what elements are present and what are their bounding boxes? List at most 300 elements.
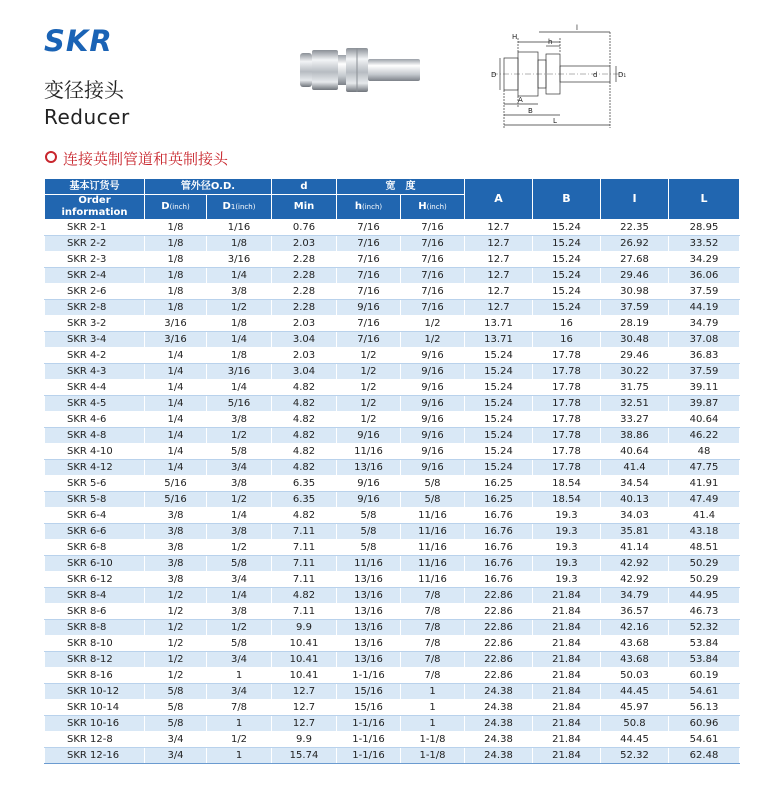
table-cell: 24.38 <box>465 732 533 748</box>
table-cell: 1-1/16 <box>337 668 401 684</box>
table-cell: 1/2 <box>207 732 272 748</box>
label-B: B <box>528 107 533 115</box>
table-cell: 1/2 <box>207 620 272 636</box>
table-cell: 11/16 <box>337 444 401 460</box>
table-cell: 9.9 <box>272 732 337 748</box>
table-cell: 3/4 <box>207 684 272 700</box>
table-cell: 24.38 <box>465 684 533 700</box>
table-cell: 3/4 <box>145 748 207 764</box>
table-cell: 4.82 <box>272 460 337 476</box>
table-row <box>45 748 740 764</box>
header-width-group: 宽 度 <box>337 179 465 195</box>
table-cell: 33.52 <box>669 236 740 252</box>
table-cell: 1-1/8 <box>401 732 465 748</box>
table-cell: 52.32 <box>669 620 740 636</box>
table-cell: 3/8 <box>145 540 207 556</box>
table-cell: 40.64 <box>601 444 669 460</box>
table-cell: 1-1/16 <box>337 748 401 764</box>
table-cell: 60.96 <box>669 716 740 732</box>
table-cell: 22.86 <box>465 588 533 604</box>
table-cell: 2.28 <box>272 252 337 268</box>
table-cell: 1-1/8 <box>401 748 465 764</box>
table-cell: 17.78 <box>533 380 601 396</box>
table-cell: 7/16 <box>401 284 465 300</box>
table-cell: 30.48 <box>601 332 669 348</box>
table-cell: 39.87 <box>669 396 740 412</box>
table-row <box>45 444 740 460</box>
header-H-big: H(inch) <box>401 195 465 220</box>
table-cell: 1 <box>401 700 465 716</box>
table-cell: 53.84 <box>669 636 740 652</box>
table-cell: 12.7 <box>465 220 533 236</box>
table-row <box>45 636 740 652</box>
table-cell: 1/2 <box>145 620 207 636</box>
table-cell: 50.29 <box>669 556 740 572</box>
table-cell: 13.71 <box>465 332 533 348</box>
table-cell: 12.7 <box>465 300 533 316</box>
table-cell: 62.48 <box>669 748 740 764</box>
table-cell: 1/4 <box>145 348 207 364</box>
table-cell: 3/4 <box>207 572 272 588</box>
table-cell: 2.28 <box>272 284 337 300</box>
table-cell: 17.78 <box>533 428 601 444</box>
table-cell: SKR 2-2 <box>45 236 145 252</box>
table-row <box>45 492 740 508</box>
table-cell: SKR 2-8 <box>45 300 145 316</box>
table-cell: 7/16 <box>401 268 465 284</box>
table-cell: 15.24 <box>533 236 601 252</box>
table-row <box>45 460 740 476</box>
table-cell: 21.84 <box>533 620 601 636</box>
table-cell: 40.13 <box>601 492 669 508</box>
table-cell: 34.54 <box>601 476 669 492</box>
table-row <box>45 220 740 236</box>
table-cell: 3/8 <box>207 604 272 620</box>
table-cell: 9/16 <box>401 428 465 444</box>
table-cell: 1/4 <box>207 508 272 524</box>
table-cell: 7.11 <box>272 524 337 540</box>
table-cell: 1/2 <box>145 604 207 620</box>
header-I: I <box>601 179 669 220</box>
table-cell: SKR 4-2 <box>45 348 145 364</box>
table-cell: 7.11 <box>272 540 337 556</box>
subtitle <box>45 148 228 169</box>
table-cell: 3.04 <box>272 364 337 380</box>
table-cell: SKR 2-6 <box>45 284 145 300</box>
table-row <box>45 652 740 668</box>
table-cell: 5/8 <box>207 444 272 460</box>
table-cell: 1/8 <box>207 316 272 332</box>
table-cell: 15.24 <box>465 444 533 460</box>
table-cell: 30.98 <box>601 284 669 300</box>
table-cell: 4.82 <box>272 508 337 524</box>
table-cell: 7/8 <box>401 620 465 636</box>
spec-table-body <box>45 220 740 764</box>
table-cell: 1 <box>401 684 465 700</box>
table-cell: 13/16 <box>337 652 401 668</box>
table-row <box>45 524 740 540</box>
table-cell: 9/16 <box>401 380 465 396</box>
table-cell: 1/2 <box>207 492 272 508</box>
table-cell: 15.24 <box>465 428 533 444</box>
table-cell: 7/16 <box>337 252 401 268</box>
table-cell: 46.73 <box>669 604 740 620</box>
table-row <box>45 364 740 380</box>
table-cell: 35.81 <box>601 524 669 540</box>
table-cell: 15.24 <box>465 396 533 412</box>
table-cell: 28.19 <box>601 316 669 332</box>
table-cell: 3/4 <box>207 652 272 668</box>
table-cell: 21.84 <box>533 748 601 764</box>
table-cell: SKR 12-16 <box>45 748 145 764</box>
table-cell: 12.7 <box>272 716 337 732</box>
table-cell: 22.35 <box>601 220 669 236</box>
table-cell: 5/16 <box>145 492 207 508</box>
table-cell: 7/16 <box>401 220 465 236</box>
table-cell: 1/8 <box>145 236 207 252</box>
table-cell: SKR 6-8 <box>45 540 145 556</box>
table-cell: 7/8 <box>401 604 465 620</box>
table-row <box>45 332 740 348</box>
table-cell: 22.86 <box>465 620 533 636</box>
table-cell: 33.27 <box>601 412 669 428</box>
table-row <box>45 508 740 524</box>
table-cell: 16 <box>533 316 601 332</box>
table-cell: SKR 6-4 <box>45 508 145 524</box>
table-cell: 1/8 <box>145 252 207 268</box>
table-cell: SKR 4-8 <box>45 428 145 444</box>
table-cell: 1/4 <box>207 588 272 604</box>
table-cell: 7/16 <box>401 236 465 252</box>
table-cell: 6.35 <box>272 476 337 492</box>
table-cell: 12.7 <box>465 284 533 300</box>
table-cell: 1/2 <box>207 428 272 444</box>
table-cell: 1/8 <box>145 220 207 236</box>
table-cell: 12.7 <box>465 268 533 284</box>
header-d: d <box>272 179 337 195</box>
table-cell: 3/8 <box>207 524 272 540</box>
table-cell: 46.22 <box>669 428 740 444</box>
circle-bullet-icon <box>45 151 57 163</box>
table-cell: SKR 3-2 <box>45 316 145 332</box>
table-cell: 1/2 <box>145 668 207 684</box>
table-cell: 4.82 <box>272 588 337 604</box>
table-cell: 17.78 <box>533 364 601 380</box>
table-cell: 4.82 <box>272 396 337 412</box>
table-cell: 30.22 <box>601 364 669 380</box>
table-cell: 11/16 <box>401 540 465 556</box>
table-cell: 9/16 <box>401 412 465 428</box>
table-cell: 10.41 <box>272 668 337 684</box>
table-cell: 0.76 <box>272 220 337 236</box>
table-cell: 3/4 <box>145 732 207 748</box>
header-D1: D1(inch) <box>207 195 272 220</box>
table-cell: 36.57 <box>601 604 669 620</box>
table-cell: 3/8 <box>207 412 272 428</box>
table-cell: 1/8 <box>207 236 272 252</box>
table-cell: 50.8 <box>601 716 669 732</box>
table-cell: 17.78 <box>533 460 601 476</box>
table-cell: 7/8 <box>401 652 465 668</box>
table-cell: 15.24 <box>533 268 601 284</box>
label-D1: D₁ <box>618 71 627 79</box>
table-cell: 1/4 <box>145 444 207 460</box>
header-od-group: 管外径O.D. <box>145 179 272 195</box>
table-cell: 15/16 <box>337 684 401 700</box>
table-cell: 28.95 <box>669 220 740 236</box>
table-cell: 1-1/16 <box>337 732 401 748</box>
table-cell: 10.41 <box>272 636 337 652</box>
subtitle-text: 连接英制管道和英制接头 <box>63 150 229 168</box>
table-cell: 31.75 <box>601 380 669 396</box>
table-cell: 27.68 <box>601 252 669 268</box>
table-row <box>45 348 740 364</box>
table-cell: 17.78 <box>533 412 601 428</box>
table-cell: 60.19 <box>669 668 740 684</box>
table-cell: 1-1/16 <box>337 716 401 732</box>
table-cell: SKR 5-6 <box>45 476 145 492</box>
table-cell: 16.25 <box>465 476 533 492</box>
table-cell: 34.03 <box>601 508 669 524</box>
table-cell: 44.45 <box>601 684 669 700</box>
table-cell: 32.51 <box>601 396 669 412</box>
label-d: d <box>593 71 598 79</box>
table-cell: 3/8 <box>145 556 207 572</box>
table-cell: 37.59 <box>601 300 669 316</box>
table-cell: 9/16 <box>401 396 465 412</box>
table-row <box>45 540 740 556</box>
header-D: D(inch) <box>145 195 207 220</box>
table-cell: 34.79 <box>669 316 740 332</box>
table-cell: 12.7 <box>465 236 533 252</box>
table-cell: 19.3 <box>533 508 601 524</box>
header-h-small: h(inch) <box>337 195 401 220</box>
table-cell: 1 <box>401 716 465 732</box>
table-cell: 15.24 <box>533 220 601 236</box>
dimension-drawing <box>490 24 625 134</box>
table-cell: 3/4 <box>207 460 272 476</box>
table-cell: SKR 4-6 <box>45 412 145 428</box>
table-cell: 1/2 <box>145 652 207 668</box>
table-cell: 54.61 <box>669 684 740 700</box>
table-row <box>45 236 740 252</box>
table-cell: 13/16 <box>337 636 401 652</box>
table-row <box>45 316 740 332</box>
label-A: A <box>518 96 523 104</box>
table-cell: 1/4 <box>145 380 207 396</box>
table-cell: 16.76 <box>465 556 533 572</box>
table-cell: 3/16 <box>207 252 272 268</box>
table-cell: 7/16 <box>337 316 401 332</box>
table-row <box>45 700 740 716</box>
table-cell: SKR 6-6 <box>45 524 145 540</box>
table-cell: 12.7 <box>465 252 533 268</box>
table-cell: 7/16 <box>337 284 401 300</box>
table-cell: 2.03 <box>272 236 337 252</box>
table-cell: 34.79 <box>601 588 669 604</box>
table-cell: 1/2 <box>145 588 207 604</box>
table-cell: 3/16 <box>145 332 207 348</box>
table-cell: 38.86 <box>601 428 669 444</box>
table-cell: 1/2 <box>207 540 272 556</box>
label-H: H <box>512 33 518 41</box>
table-cell: 48 <box>669 444 740 460</box>
table-row <box>45 412 740 428</box>
table-cell: 29.46 <box>601 348 669 364</box>
table-cell: 7/16 <box>337 332 401 348</box>
table-cell: 5/8 <box>145 700 207 716</box>
table-cell: 13/16 <box>337 572 401 588</box>
table-cell: 21.84 <box>533 588 601 604</box>
table-cell: 3/8 <box>145 508 207 524</box>
table-cell: 1/4 <box>207 380 272 396</box>
table-cell: 13/16 <box>337 604 401 620</box>
table-cell: 15/16 <box>337 700 401 716</box>
table-cell: 2.03 <box>272 348 337 364</box>
table-cell: 1/8 <box>145 284 207 300</box>
table-cell: 3/8 <box>145 572 207 588</box>
table-cell: 9.9 <box>272 620 337 636</box>
table-row <box>45 588 740 604</box>
table-cell: 44.45 <box>601 732 669 748</box>
table-cell: 15.74 <box>272 748 337 764</box>
table-cell: 5/8 <box>337 540 401 556</box>
table-cell: 11/16 <box>401 572 465 588</box>
table-cell: 42.92 <box>601 556 669 572</box>
table-cell: 7/16 <box>401 300 465 316</box>
table-cell: 9/16 <box>337 492 401 508</box>
table-cell: 12.7 <box>272 700 337 716</box>
table-cell: 41.14 <box>601 540 669 556</box>
table-cell: 47.75 <box>669 460 740 476</box>
table-cell: 1/8 <box>207 348 272 364</box>
table-cell: 9/16 <box>337 428 401 444</box>
table-cell: 5/16 <box>145 476 207 492</box>
table-cell: 13.71 <box>465 316 533 332</box>
table-cell: 44.95 <box>669 588 740 604</box>
table-cell: 1/2 <box>337 412 401 428</box>
table-row <box>45 268 740 284</box>
table-cell: 36.06 <box>669 268 740 284</box>
table-cell: SKR 8-4 <box>45 588 145 604</box>
table-cell: 16.76 <box>465 524 533 540</box>
table-cell: SKR 4-4 <box>45 380 145 396</box>
table-cell: SKR 10-16 <box>45 716 145 732</box>
table-cell: 50.03 <box>601 668 669 684</box>
table-row <box>45 604 740 620</box>
table-cell: 3/8 <box>207 284 272 300</box>
table-cell: 5/8 <box>401 492 465 508</box>
table-cell: 1/2 <box>207 300 272 316</box>
table-cell: 9/16 <box>401 348 465 364</box>
table-cell: 7/16 <box>337 268 401 284</box>
table-cell: 5/8 <box>401 476 465 492</box>
table-cell: 17.78 <box>533 348 601 364</box>
table-cell: 48.51 <box>669 540 740 556</box>
table-cell: 22.86 <box>465 636 533 652</box>
table-cell: 11/16 <box>337 556 401 572</box>
table-cell: 15.24 <box>533 284 601 300</box>
header-B: B <box>533 179 601 220</box>
table-cell: 3/8 <box>145 524 207 540</box>
table-cell: 5/8 <box>207 556 272 572</box>
table-cell: 15.24 <box>465 460 533 476</box>
table-cell: 45.97 <box>601 700 669 716</box>
table-cell: 6.35 <box>272 492 337 508</box>
table-cell: 7/8 <box>401 668 465 684</box>
table-cell: 9/16 <box>401 460 465 476</box>
table-cell: 43.18 <box>669 524 740 540</box>
table-cell: 16 <box>533 332 601 348</box>
table-row <box>45 732 740 748</box>
table-row <box>45 620 740 636</box>
table-cell: 44.19 <box>669 300 740 316</box>
table-cell: 1/4 <box>207 268 272 284</box>
label-L: L <box>553 117 557 125</box>
table-cell: 19.3 <box>533 540 601 556</box>
table-cell: 16.76 <box>465 540 533 556</box>
table-cell: 21.84 <box>533 716 601 732</box>
table-cell: 4.82 <box>272 444 337 460</box>
table-cell: 3.04 <box>272 332 337 348</box>
table-row <box>45 300 740 316</box>
header-min: Min <box>272 195 337 220</box>
product-title-en: Reducer <box>44 105 130 129</box>
table-cell: 4.82 <box>272 412 337 428</box>
table-cell: 15.24 <box>533 300 601 316</box>
table-cell: 37.59 <box>669 364 740 380</box>
table-cell: 56.13 <box>669 700 740 716</box>
table-cell: SKR 5-8 <box>45 492 145 508</box>
header-model-cn: 基本订货号 <box>45 179 145 195</box>
table-cell: 16.25 <box>465 492 533 508</box>
table-cell: SKR 2-3 <box>45 252 145 268</box>
spec-table <box>44 178 740 764</box>
table-cell: 21.84 <box>533 636 601 652</box>
table-cell: 24.38 <box>465 700 533 716</box>
table-cell: 1/8 <box>145 300 207 316</box>
table-cell: 1/2 <box>337 348 401 364</box>
table-cell: 36.83 <box>669 348 740 364</box>
table-cell: 15.24 <box>465 348 533 364</box>
table-cell: SKR 8-6 <box>45 604 145 620</box>
table-cell: 50.29 <box>669 572 740 588</box>
product-title-cn: 变径接头 <box>44 78 124 102</box>
table-row <box>45 252 740 268</box>
table-cell: 2.28 <box>272 300 337 316</box>
table-cell: SKR 10-12 <box>45 684 145 700</box>
table-cell: 19.3 <box>533 524 601 540</box>
table-cell: 22.86 <box>465 652 533 668</box>
table-cell: 7/16 <box>337 220 401 236</box>
table-cell: SKR 12-8 <box>45 732 145 748</box>
table-cell: 5/16 <box>207 396 272 412</box>
table-cell: 26.92 <box>601 236 669 252</box>
table-row <box>45 556 740 572</box>
table-cell: 41.91 <box>669 476 740 492</box>
table-cell: 34.29 <box>669 252 740 268</box>
table-cell: 1/2 <box>337 396 401 412</box>
table-cell: 17.78 <box>533 444 601 460</box>
table-cell: 1/4 <box>145 412 207 428</box>
table-cell: 2.03 <box>272 316 337 332</box>
table-cell: 1/2 <box>337 380 401 396</box>
table-row <box>45 284 740 300</box>
table-cell: 15.24 <box>465 412 533 428</box>
table-cell: 4.82 <box>272 428 337 444</box>
table-cell: 9/16 <box>401 364 465 380</box>
table-cell: 37.59 <box>669 284 740 300</box>
